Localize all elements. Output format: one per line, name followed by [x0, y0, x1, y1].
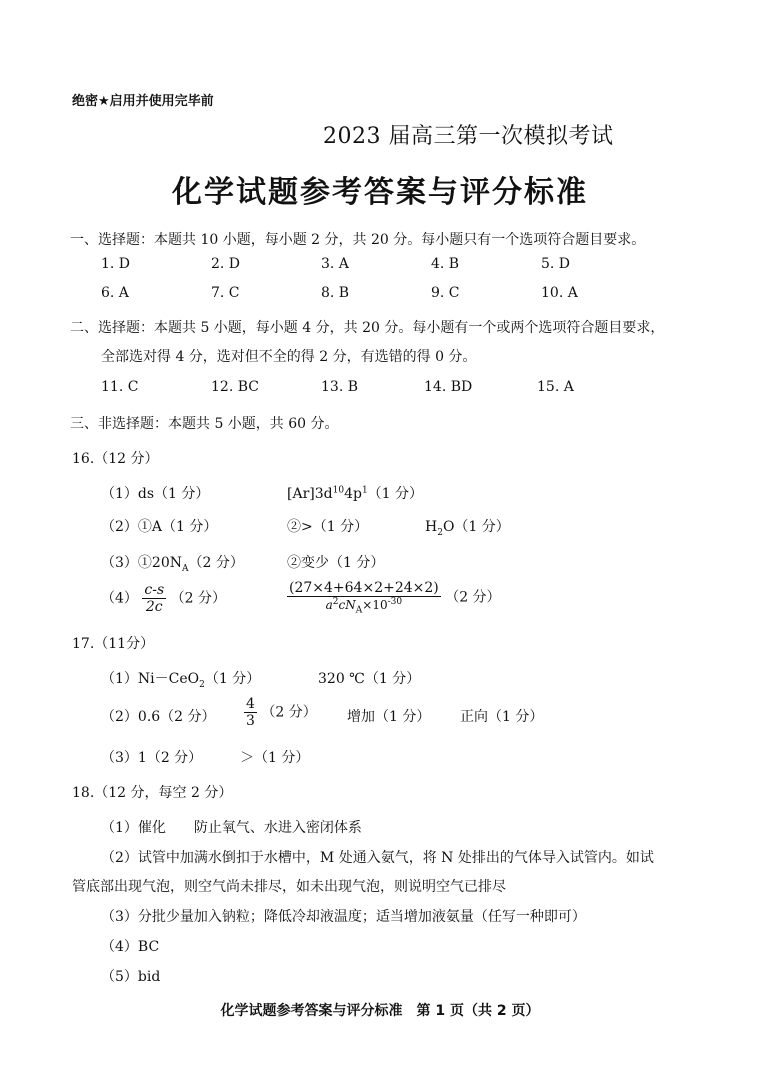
q16-part2-answer-b: ②>（1 分）	[287, 519, 369, 535]
q17-part1-answer-b: 320 ℃（1 分）	[318, 671, 421, 687]
answer-2: 2. D	[211, 256, 241, 272]
answer-9: 9. C	[431, 285, 460, 301]
q17-part2-answer-d: 正向（1 分）	[460, 709, 544, 725]
q17-label: 17.（11分）	[72, 636, 155, 652]
q18-label: 18.（12 分，每空 2 分）	[72, 785, 233, 801]
answer-14: 14. BD	[424, 379, 473, 395]
answer-12: 12. BC	[211, 379, 259, 395]
q18-part1-answer: （1）催化 防止氧气、水进入密闭体系	[101, 820, 362, 836]
q18-part2-answer-line1: （2）试管中加满水倒扣于水槽中，M 处通入氨气，将 N 处排出的气体导入试管内。如试	[101, 850, 654, 866]
q18-part2-answer-line2: 管底部出现气泡，则空气尚未排尽，如未出现气泡，则说明空气已排尽	[72, 879, 506, 895]
document-title: 化学试题参考答案与评分标准	[172, 175, 588, 210]
q16-part4-answer-b: $\frac{(27\times 4+64\times 2+24\times 2)}{a^2cN_A\times 10^{-30}}$ （2 分）	[289, 580, 501, 616]
page-footer: 化学试题参考答案与评分标准 第 1 页（共 2 页）	[220, 1003, 540, 1019]
section3-heading: 三、非选择题：本题共 5 小题，共 60 分。	[70, 416, 339, 432]
answer-5: 5. D	[541, 256, 571, 272]
q16-part4-answer-a: （4） $\frac{c-s}{2c}$ （2 分）	[101, 582, 226, 615]
section2-heading-cont: 全部选对得 4 分，选对但不全的得 2 分，有选错的得 0 分。	[101, 349, 477, 365]
answer-15: 15. A	[537, 379, 574, 395]
answer-3: 3. A	[321, 256, 349, 272]
answer-10: 10. A	[541, 285, 578, 301]
fraction: $\frac{4}{3}$	[246, 696, 255, 729]
q17-part1-answer-a: （1）Ni－CeO$_2$（1 分）	[101, 671, 261, 690]
answer-1: 1. D	[101, 256, 131, 272]
fraction: $\frac{c-s}{2c}$	[144, 582, 165, 615]
q18-part4-answer: （4）BC	[101, 939, 160, 955]
answer-13: 13. B	[321, 379, 359, 395]
q16-part1-answer-a: （1）ds（1 分）	[101, 486, 210, 502]
section2-heading: 二、选择题：本题共 5 小题，每小题 4 分，共 20 分。每小题有一个或两个选项符合题目要求，	[70, 320, 665, 336]
answer-4: 4. B	[431, 256, 460, 272]
q17-part2-answer-c: 增加（1 分）	[347, 709, 431, 725]
answer-6: 6. A	[101, 285, 129, 301]
q17-part3-answer-b: ＞（1 分）	[240, 750, 310, 766]
q16-part1-answer-b: $[Ar]3d^{10}4p^1(1$ 分）	[287, 485, 424, 502]
q16-label: 16.（12 分）	[72, 451, 159, 467]
answer-8: 8. B	[321, 285, 350, 301]
q17-part3-answer-a: （3）1（2 分）	[101, 750, 203, 766]
exam-name: 2023 届高三第一次模拟考试	[323, 124, 614, 149]
q16-part2-answer-a: （2）①A（1 分）	[101, 519, 218, 535]
answer-7: 7. C	[211, 285, 240, 301]
q16-part3-answer-a: $(3)①20N_A(2$ 分）	[101, 555, 244, 574]
q16-part3-answer-b: ②变少（1 分）	[287, 555, 385, 571]
answer-11: 11. C	[101, 379, 139, 395]
q18-part5-answer: （5）bid	[101, 969, 161, 985]
q18-part3-answer: （3）分批少量加入钠粒；降低冷却液温度；适当增加液氨量（任写一种即可）	[101, 909, 586, 925]
q17-part2-answer-b: $\frac{4}{3}$ （2 分）	[246, 696, 317, 729]
confidential-notice: 绝密★启用并使用完毕前	[72, 94, 214, 109]
q16-part2-answer-c: $H_2O(1$ 分）	[425, 519, 510, 538]
q17-part2-answer-a: （2）0.6（2 分）	[101, 709, 216, 725]
fraction: $\frac{(27\times 4+64\times 2+24\times 2)}{a^2cN_A\times 10^{-30}}$	[289, 580, 439, 616]
section1-heading: 一、选择题：本题共 10 小题，每小题 2 分，共 20 分。每小题只有一个选项符合题目要求。	[70, 232, 646, 248]
